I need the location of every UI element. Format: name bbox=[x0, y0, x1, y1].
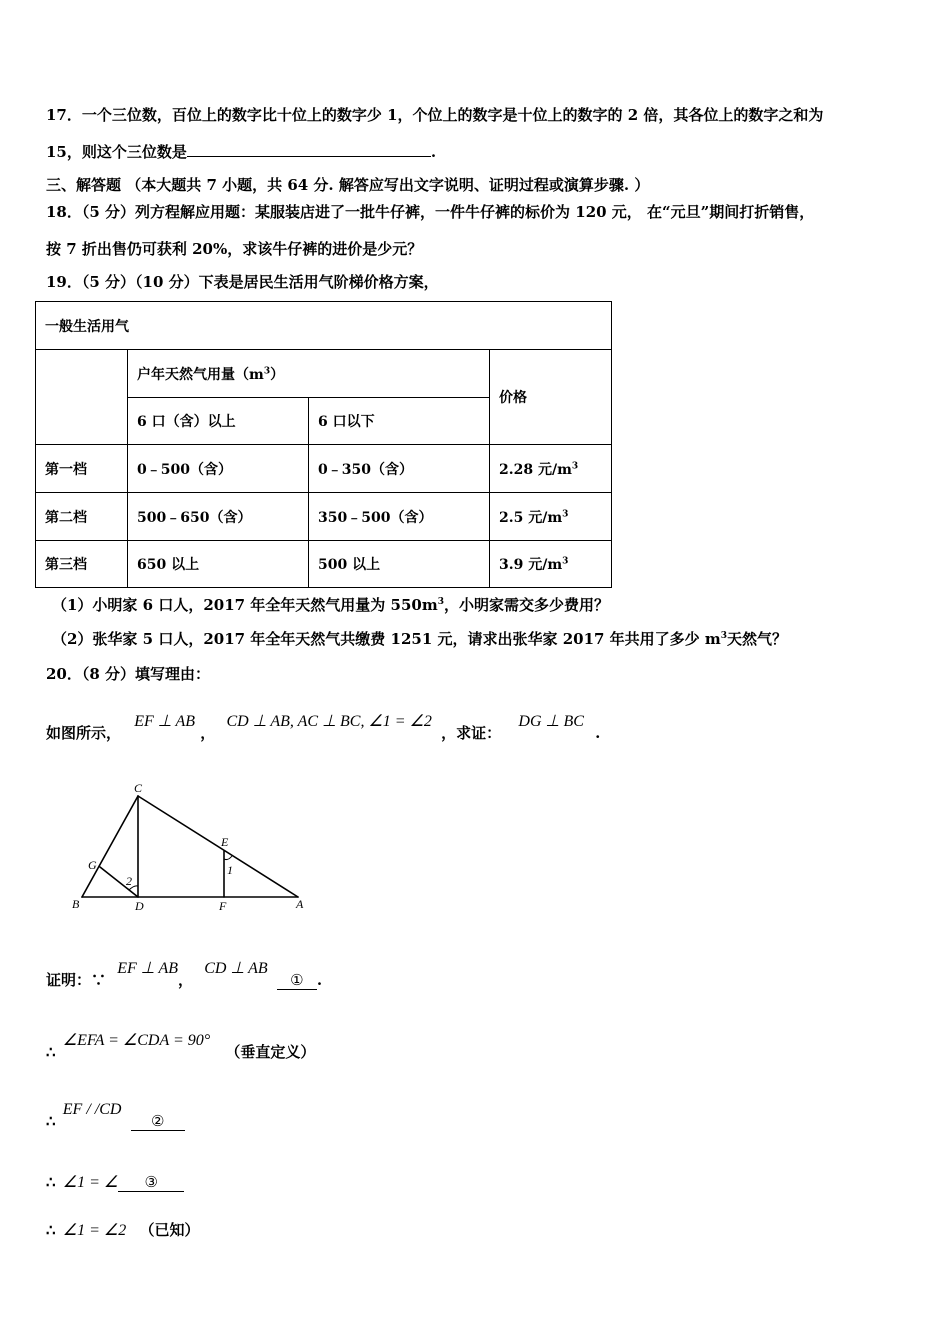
label-F: F bbox=[219, 899, 227, 913]
given-math-2: CD ⊥ AB, AC ⊥ BC, ∠1 = ∠2 bbox=[226, 713, 432, 730]
proof-line-3: ∴ EF / /CD ② bbox=[46, 1112, 185, 1131]
answer-blank[interactable] bbox=[187, 142, 431, 157]
q19-sub2: （2）张华家 5 口人，2017 年全年天然气共缴费 1251 元，请求出张华家 2017 年共用了多少 $m^3$天然气？ bbox=[52, 630, 788, 648]
table-row bbox=[36, 350, 612, 398]
q19-intro: 19．（5 分）（10 分）下表是居民生活用气阶梯价格方案， bbox=[46, 273, 439, 291]
usage-header: 户年天然气用量$(m^3)$ bbox=[128, 350, 490, 398]
range-cell: 0﹣350（含） bbox=[309, 445, 490, 493]
range-cell: 650 以上 bbox=[128, 541, 309, 588]
q18-line1: 18．（5 分）列方程解应用题：某服装店进了一批牛仔裤，一件牛仔裤的标价为 120 元， 在“元旦”期间打折销售， bbox=[46, 203, 815, 221]
q17-line2-suffix: . bbox=[430, 143, 437, 161]
triangle-figure bbox=[66, 782, 326, 917]
proof-line-1: 证明：∵ EF ⊥ AB， CD ⊥ AB ① . bbox=[46, 960, 323, 989]
label-2: 2 bbox=[126, 874, 132, 888]
table-row bbox=[36, 445, 612, 493]
q17-line2-prefix: 15，则这个三位数是 bbox=[46, 143, 187, 161]
tier-cell: 第三档 bbox=[36, 541, 128, 588]
gas-price-table bbox=[35, 301, 612, 588]
label-B: B bbox=[72, 897, 80, 911]
proof-line-4: ∴ ∠1 = ∠ ③ bbox=[46, 1172, 184, 1192]
section-heading: 三、解答题 （本大题共 7 小题，共 64 分. 解答应写出文字说明、证明过程或演算步骤. ） bbox=[46, 176, 650, 194]
segment-CA bbox=[138, 796, 298, 897]
q20-intro: 20．（8 分）填写理由： bbox=[46, 665, 211, 683]
segment-DG bbox=[100, 867, 138, 897]
table-corner-cell bbox=[36, 350, 128, 445]
table-row bbox=[36, 493, 612, 541]
q17-line2 bbox=[46, 141, 436, 162]
range-cell: 0﹣500（含） bbox=[128, 445, 309, 493]
reason-blank-2[interactable]: ② bbox=[131, 1112, 185, 1131]
tier-cell: 第一档 bbox=[36, 445, 128, 493]
label-C: C bbox=[134, 782, 143, 795]
range-cell: 500 以上 bbox=[309, 541, 490, 588]
label-A: A bbox=[296, 897, 304, 911]
prove-math: DG ⊥ BC bbox=[518, 713, 584, 730]
reason-blank-3[interactable]: ③ bbox=[118, 1173, 184, 1192]
label-D: D bbox=[135, 899, 144, 913]
price-cell: 3.9 元$/m^3$ bbox=[490, 541, 612, 588]
proof-line-2: ∴ ∠EFA = ∠CDA = 90° （垂直定义） bbox=[46, 1032, 316, 1061]
q19-sub1: （1）小明家 6 口人，2017 年全年天然气用量为 $550m^3$，小明家需交多少费用？ bbox=[52, 596, 609, 614]
range-cell: 350﹣500（含） bbox=[309, 493, 490, 541]
range-cell: 500﹣650（含） bbox=[128, 493, 309, 541]
label-G: G bbox=[88, 858, 97, 872]
label-E: E bbox=[221, 835, 229, 849]
angle-1-arc bbox=[224, 856, 232, 860]
col-6-less: 6 口以下 bbox=[309, 398, 490, 445]
label-1: 1 bbox=[227, 863, 233, 877]
tier-cell: 第二档 bbox=[36, 493, 128, 541]
proof-line-5: ∴ ∠1 = ∠2 （已知） bbox=[46, 1221, 200, 1239]
price-header: 价格 bbox=[490, 350, 612, 445]
col-6-plus: 6 口（含）以上 bbox=[128, 398, 309, 445]
price-cell: 2.5 元$/m^3$ bbox=[490, 493, 612, 541]
table-row bbox=[36, 302, 612, 350]
reason-blank-1[interactable]: ① bbox=[277, 971, 317, 990]
table-row bbox=[36, 541, 612, 588]
q17-line1: 17．一个三位数，百位上的数字比十位上的数字少 1，个位上的数字是十位上的数字的 2 倍，其各位上的数字之和为 bbox=[46, 106, 824, 124]
given-math-1: EF ⊥ AB bbox=[134, 713, 195, 730]
q18-line2: 按 7 折出售仍可获利 20%，求该牛仔裤的进价是少元？ bbox=[46, 240, 423, 258]
q20-given: 如图所示， EF ⊥ AB ， CD ⊥ AB, AC ⊥ BC, ∠1 = ∠2 ，求证： DG ⊥ BC . bbox=[46, 713, 601, 742]
table-title: 一般生活用气 bbox=[36, 302, 612, 350]
price-cell: 2.28 元$/m^3$ bbox=[490, 445, 612, 493]
